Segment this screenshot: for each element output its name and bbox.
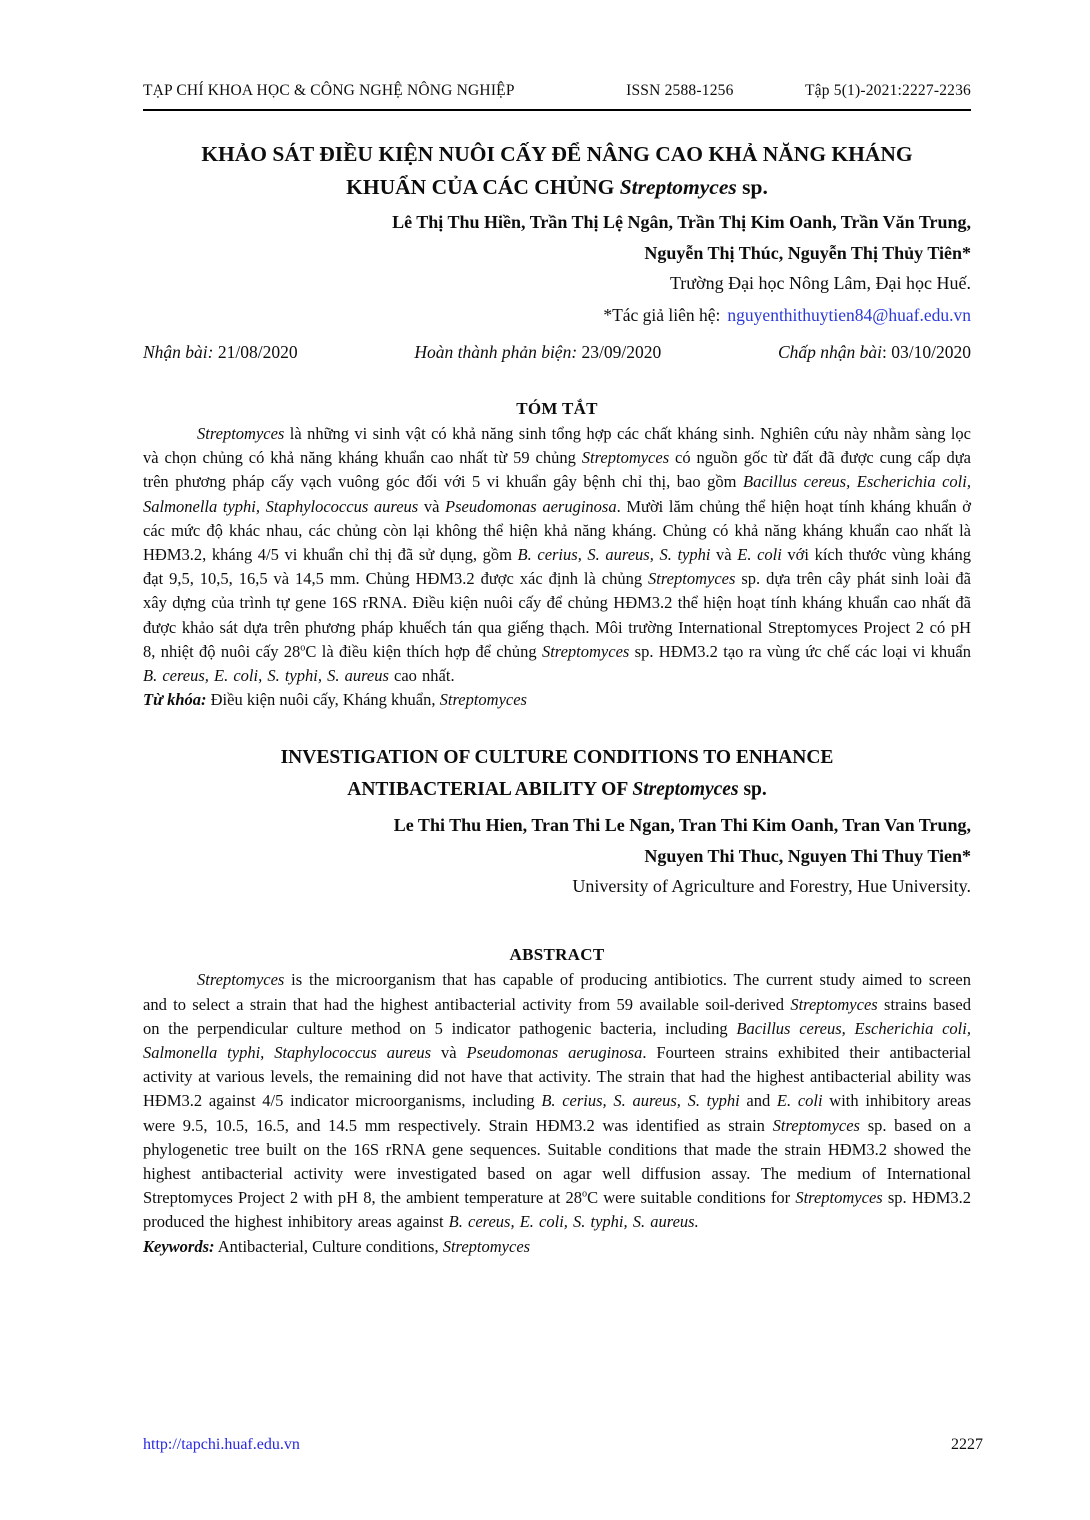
en-title-line1: INVESTIGATION OF CULTURE CONDITIONS TO ENHANCE bbox=[280, 747, 834, 769]
date-reviewed bbox=[414, 339, 661, 365]
contact-email-link[interactable]: nguyenthithuytien84@huaf.edu.vn bbox=[727, 305, 971, 325]
en-authors-line2: Nguyen Thi Thuc, Nguyen Thi Thuy Tien* bbox=[644, 846, 971, 867]
page-number: 2227 bbox=[951, 1436, 983, 1453]
date-accepted bbox=[778, 339, 971, 365]
dates-row bbox=[143, 339, 971, 365]
date-received bbox=[143, 339, 298, 365]
vi-article-title bbox=[143, 138, 971, 204]
date-received-value: 21/08/2020 bbox=[217, 342, 298, 362]
en-affiliation: University of Agriculture and Forestry, Hue University. bbox=[572, 876, 971, 897]
en-title-line2: ANTIBACTERIAL ABILITY OF Streptomyces sp. bbox=[347, 779, 767, 801]
en-authors-line1: Le Thi Thu Hien, Tran Thi Le Ngan, Tran Thi Kim Oanh, Tran Van Trung, bbox=[393, 815, 971, 836]
en-keywords: Keywords: Antibacterial, Culture conditions, Streptomyces bbox=[143, 1236, 531, 1256]
journal-url-link[interactable]: http://tapchi.huaf.edu.vn bbox=[143, 1436, 300, 1453]
contact-label: *Tác giả liên hệ: bbox=[603, 305, 721, 325]
date-accepted-value: : 03/10/2020 bbox=[882, 342, 971, 362]
corresponding-author-line bbox=[143, 301, 971, 330]
date-reviewed-value: 23/09/2020 bbox=[581, 342, 662, 362]
vi-abstract-paragraph: Streptomyces là những vi sinh vật có khả năng sinh tổng hợp các chất kháng sinh. Nghiên cứu này nhằm sàng lọc và chọn chủng có khả năng kháng khuẩn cao nhất từ 59 chủng Streptomyces có nguồn gốc từ đất đã được cung cấp dựa trên phương pháp cấy vạch vuông góc đối với 5 vi khuẩn gây bệnh chỉ thị, bao gồm Bacillus cereus, Escherichia coli, Salmonella typhi, Staphylococcus aureus và Pseudomonas aeruginosa. Mười lăm chủng thể hiện hoạt tính kháng khuẩn ở các mức độ khác nhau, các chủng còn lại không thể hiện khả năng kháng. Chủng có khả năng kháng khuẩn cao nhất là HĐM3.2, kháng 4/5 vi khuẩn chỉ thị đã sử dụng, gồm B. cerius, S. aureus, S. typhi và E. coli với kích thước vùng kháng đạt 9,5, 10,5, 16,5 và 14,5 mm. Chủng HĐM3.2 được xác định là chủng Streptomyces sp. dựa trên cây phát sinh loài đã xây dựng của trình tự gene 16S rRNA. Điều kiện nuôi cấy để chủng HĐM3.2 thể hiện hoạt tính kháng khuẩn cao nhất đã được khảo sát dựa trên phương pháp khuếch tán qua giếng thạch. Môi trường International Streptomyces Project 2 có pH 8, nhiệt độ nuôi cấy 28$^o$C là điều kiện thích hợp để chủng Streptomyces sp. HĐM3.2 tạo ra vùng ức chế các loại vi khuẩn B. cereus, E. coli, S. typhi, S. aureus cao nhất. bbox=[143, 424, 971, 686]
en-abstract-heading: ABSTRACT bbox=[509, 945, 605, 965]
journal-name: TẠP CHÍ KHOA HỌC & CÔNG NGHỆ NÔNG NGHIỆP bbox=[143, 82, 515, 99]
en-abstract-paragraph: Streptomyces is the microorganism that has capable of producing antibiotics. The current study aimed to screen and to select a strain that had the highest antibacterial activity from 59 available soil-derived Streptomyces strains based on the perpendicular culture method on 5 indicator pathogenic bacteria, including Bacillus cereus, Escherichia coli, Salmonella typhi, Staphylococcus aureus và Pseudomonas aeruginosa. Fourteen strains exhibited their antibacterial activity at various levels, the remaining did not have that activity. The strain that had the highest antibacterial ability was HĐM3.2 against 4/5 indicator microorganisms, including B. cerius, S. aureus, S. typhi and E. coli with inhibitory areas were 9.5, 10.5, 16.5, and 14.5 mm respectively. Strain HĐM3.2 was identified as strain Streptomyces sp. based on a phylogenetic tree built on the 16S rRNA gene sequences. Suitable conditions that made the strain HĐM3.2 showed the highest antibacterial activity were investigated based on agar well diffusion assay. The medium of International Streptomyces Project 2 with pH 8, the ambient temperature at 28$^o$C were suitable conditions for Streptomyces sp. HĐM3.2 produced the highest inhibitory areas against B. cereus, E. coli, S. typhi, S. aureus. bbox=[143, 970, 972, 1232]
vi-authors-line1: Lê Thị Thu Hiền, Trần Thị Lệ Ngân, Trần Thị Kim Oanh, Trần Văn Trung, bbox=[392, 212, 971, 232]
date-accepted-label: Chấp nhận bài bbox=[777, 342, 883, 362]
vi-authors-line2: Nguyễn Thị Thúc, Nguyễn Thị Thủy Tiên* bbox=[644, 243, 971, 263]
vi-title-line1: KHẢO SÁT ĐIỀU KIỆN NUÔI CẤY ĐỂ NÂNG CAO KHẢ NĂNG KHÁNG bbox=[201, 142, 913, 166]
vi-authors bbox=[143, 207, 971, 269]
date-reviewed-label: Hoàn thành phản biện: bbox=[414, 342, 582, 362]
en-authors bbox=[143, 810, 971, 872]
journal-volume: Tập 5(1)-2021:2227-2236 bbox=[804, 82, 971, 99]
vi-keywords: Từ khóa: Điều kiện nuôi cấy, Kháng khuẩn, Streptomyces bbox=[143, 690, 527, 710]
page-footer bbox=[143, 1436, 983, 1454]
date-received-label: Nhận bài: bbox=[143, 342, 218, 362]
journal-header bbox=[143, 82, 971, 111]
vi-abstract-heading: TÓM TẮT bbox=[516, 399, 598, 418]
vi-affiliation: Trường Đại học Nông Lâm, Đại học Huế. bbox=[669, 273, 971, 293]
journal-issn: ISSN 2588-1256 bbox=[626, 82, 734, 99]
page-content bbox=[143, 0, 971, 1259]
vi-title-line2: KHUẨN CỦA CÁC CHỦNG Streptomyces sp. bbox=[346, 175, 768, 199]
en-article-title bbox=[143, 742, 971, 806]
